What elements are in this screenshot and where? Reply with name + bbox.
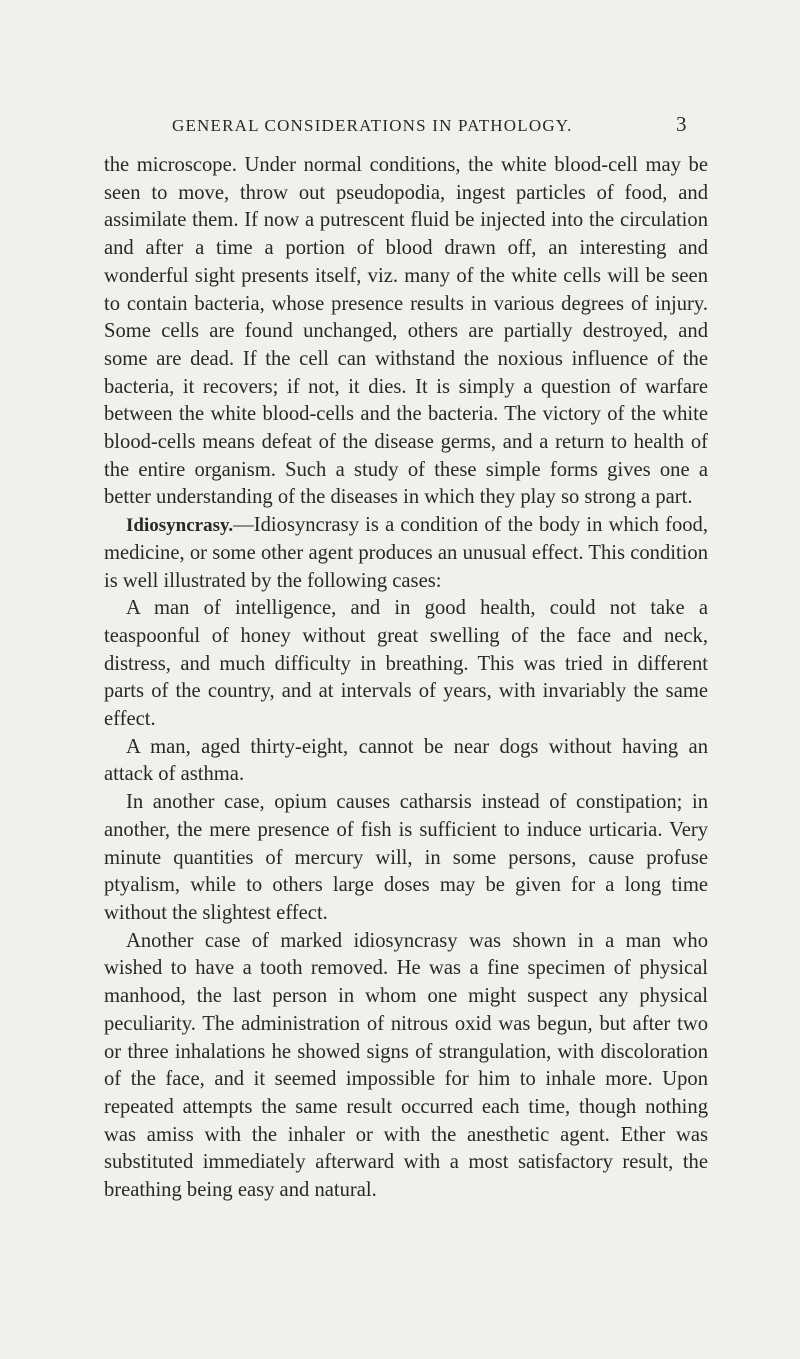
paragraph-idiosyncrasy-definition	[104, 512, 708, 595]
paragraph-opium-case	[104, 789, 708, 928]
paragraph-nitrous-oxid-case	[104, 928, 708, 1205]
running-header: GENERAL CONSIDERATIONS IN PATHOLOGY.	[172, 116, 573, 135]
body-text	[104, 152, 708, 1205]
paragraph-honey-case	[104, 595, 708, 734]
paragraph-continuation	[104, 152, 708, 512]
paragraph-text: —Idiosyncrasy is a condition of the body in which food, medicine, or some other agent produces an unusual effect. This condition is well illustrated by the following cases:	[104, 514, 708, 592]
page-number: 3	[676, 112, 687, 136]
paragraph-text: Another case of marked idiosyncrasy was shown in a man who wished to have a tooth removed. He was a fine specimen of physical manhood, the last person in whom one might suspect any physical peculiarity. The administration of nitrous oxid was begun, but after two or three inhalations he showed signs of strangulation, with discoloration of the face, and it seemed impossible for him to inhale more. Upon repeated attempts the same result occurred each time, though nothing was amiss with the inhaler or with the anesthetic agent. Ether was substituted immediately afterward with a most satisfactory result, the breathing being easy and natural.	[104, 929, 708, 1202]
paragraph-asthma-case	[104, 734, 708, 789]
paragraph-text: the microscope. Under normal conditions, the white blood-cell may be seen to move, throw out pseudopodia, ingest particles of food, and assimilate them. If now a putrescent fluid be injected into the circulation and after a time a portion of blood drawn off, an interesting and wonderful sight presents itself, viz. many of the white cells will be seen to contain bacteria, whose presence results in various degrees of injury. Some cells are found unchanged, others are partially destroyed, and some are dead. If the cell can withstand the noxious influence of the bacteria, it recovers; if not, it dies. It is simply a question of warfare between the white blood-cells and the bacteria. The victory of the white blood-cells means defeat of the disease germs, and a return to health of the entire organism. Such a study of these simple forms gives one a better understanding of the diseases in which they play so strong a part.	[104, 154, 708, 509]
paragraph-text: In another case, opium causes catharsis instead of constipation; in another, the mere presence of fish is sufficient to induce urticaria. Very minute quantities of mercury will, in some persons, cause profuse ptyalism, while to others large doses may be given for a long time without the slightest effect.	[104, 791, 708, 924]
paragraph-text: A man of intelligence, and in good health, could not take a teaspoonful of honey without great swelling of the face and neck, distress, and much difficulty in breathing. This was tried in different parts of the country, and at intervals of years, with invariably the same effect.	[104, 597, 708, 731]
paragraph-text: A man, aged thirty-eight, cannot be near dogs without having an attack of asthma.	[104, 735, 708, 786]
section-heading-idiosyncrasy: Idiosyncrasy.	[126, 515, 234, 537]
